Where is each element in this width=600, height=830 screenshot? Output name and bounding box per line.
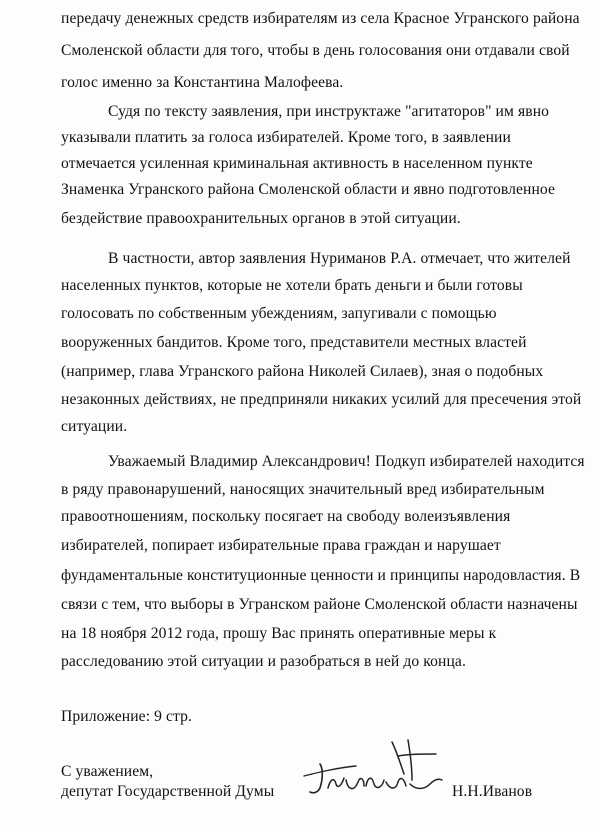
paragraph-1-line: Смоленской области для того, чтобы в день голосования они отдавали свой (61, 42, 570, 59)
paragraph-4-line: избирателей, попирает избирательные права граждан и нарушает (61, 537, 501, 554)
paragraph-4-line: связи с тем, что выборы в Угранском районе Смоленской области назначены (61, 596, 578, 613)
paragraph-3-line: вооруженных бандитов. Кроме того, представители местных властей (61, 334, 527, 351)
paragraph-4-line: расследованию этой ситуации и разобраться в ней до конца. (61, 653, 466, 670)
paragraph-2-line: отмечается усиленная криминальная активность в населенном пункте (61, 155, 533, 172)
paragraph-4-line: фундаментальные конституционные ценности и принципы народовластия. В (61, 567, 581, 584)
paragraph-4-line: на 18 ноября 2012 года, прошу Вас принять оперативные меры к (61, 625, 497, 642)
attachment-note: Приложение: 9 стр. (61, 708, 193, 725)
paragraph-4-line: правоотношениям, поскольку посягает на свободу волеизъявления (61, 508, 511, 525)
paragraph-3-line: (например, глава Угранского района Николей Силаев), зная о подобных (61, 363, 544, 380)
handwritten-signature (300, 736, 450, 806)
paragraph-3-line: В частности, автор заявления Нуриманов Р.А. отмечает, что жителей (108, 250, 571, 267)
paragraph-2-line: Знаменка Угранского района Смоленской области и явно подготовленное (61, 181, 556, 198)
signer-position: депутат Государственной Думы (61, 783, 275, 800)
paragraph-1-line: передачу денежных средств избирателям из села Красное Угранского района (61, 10, 580, 27)
paragraph-2-line: бездействие правоохранительных органов в этой ситуации. (61, 210, 461, 227)
paragraph-4-line: в ряду правонарушений, наносящих значительный вред избирательным (61, 481, 545, 498)
paragraph-4-line: Уважаемый Владимир Александрович! Подкуп избирателей находится (108, 453, 585, 470)
paragraph-2-line: Судя по тексту заявления, при инструктаже "агитаторов" им явно (108, 103, 550, 120)
signer-name: Н.Н.Иванов (452, 783, 533, 800)
closing-regards: С уважением, (61, 763, 154, 780)
paragraph-2-line: указывали платить за голоса избирателей. Кроме того, в заявлении (61, 129, 511, 146)
paragraph-3-line: населенных пунктов, которые не хотели брать деньги и были готовы (61, 277, 523, 294)
paragraph-3-line: голосовать по собственным убеждениям, запугивали с помощью (61, 305, 497, 322)
paragraph-3-line: незаконных действиях, не предприняли никаких усилий для пресечения этой (61, 391, 582, 408)
paragraph-3-line: ситуации. (61, 418, 128, 435)
paragraph-1-line: голос именно за Константина Малофеева. (61, 74, 344, 91)
